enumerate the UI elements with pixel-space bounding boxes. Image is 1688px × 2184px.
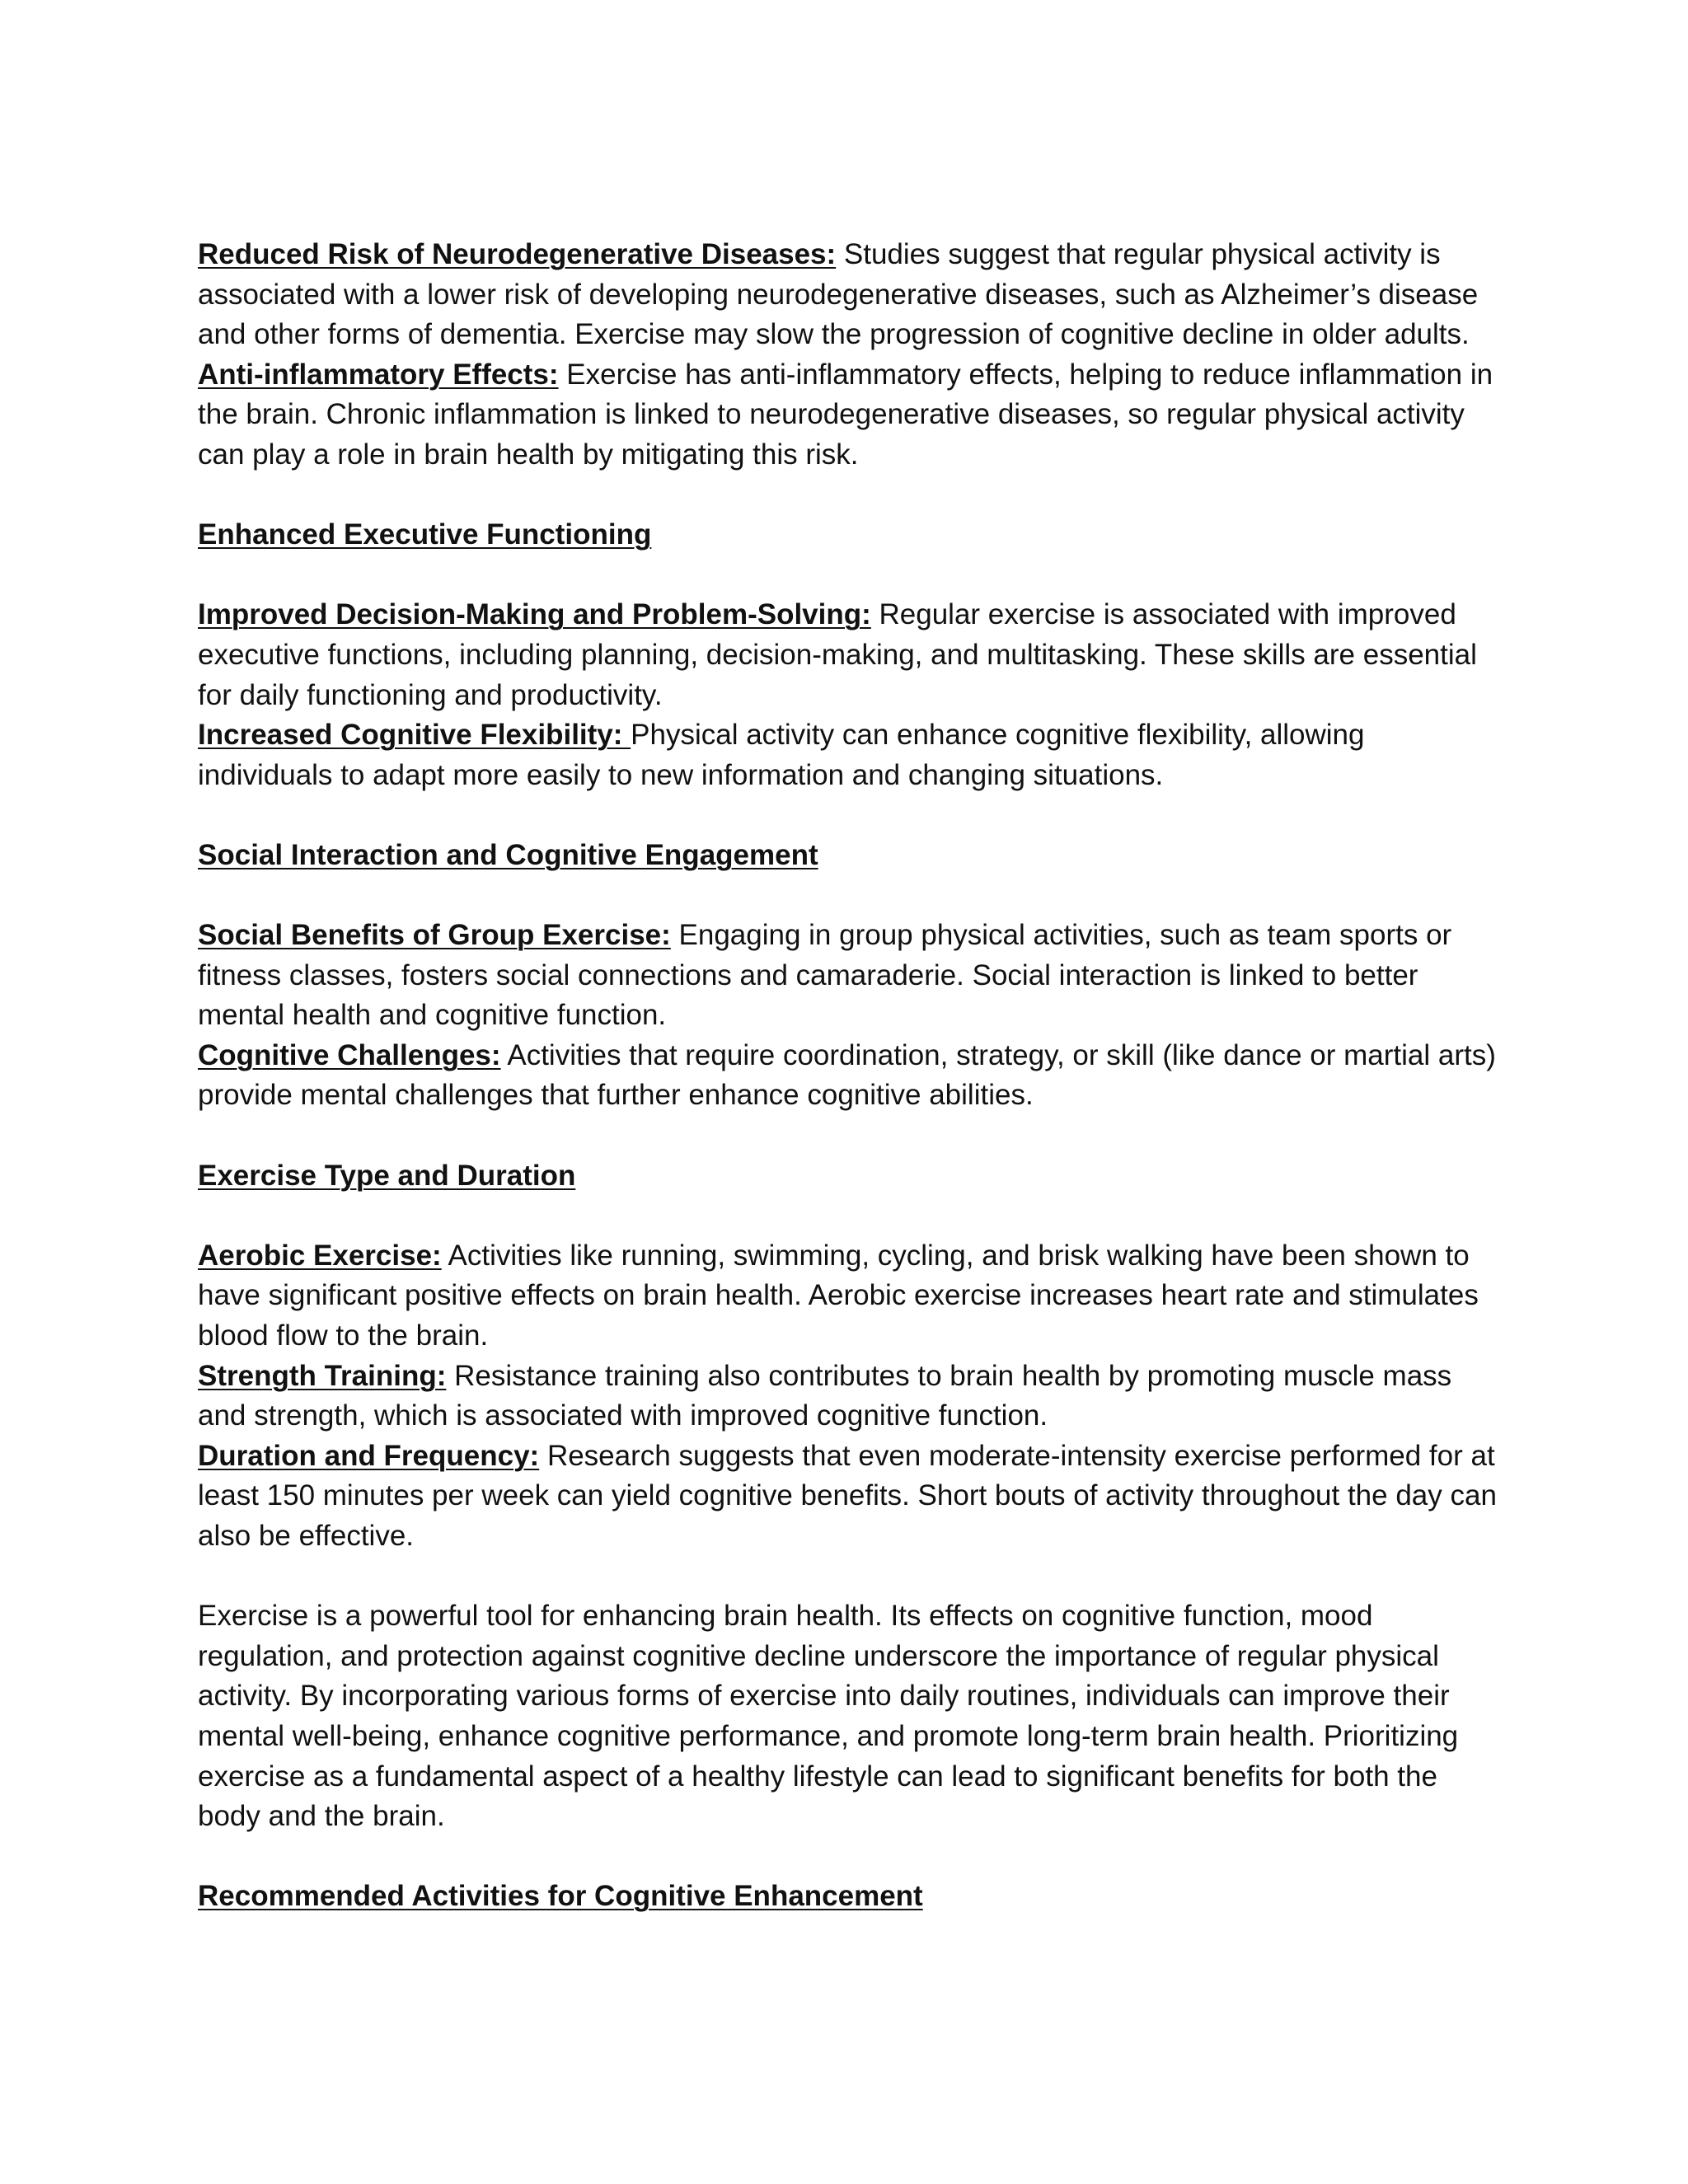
spacer xyxy=(198,1196,1500,1236)
paragraph-text: Engaging in group physical activities, such as team sports or fitness classes, fosters social connections and camaraderie. Social interaction is linked to better mental health and cognitive function. xyxy=(198,919,1452,1032)
term-cognitive-flexibility: Increased Cognitive Flexibility: xyxy=(198,719,631,752)
paragraph-conclusion: Exercise is a powerful tool for enhancing brain health. Its effects on cognitive function, mood regulation, and protection against cognitive decline underscore the importance of regular physical activity. By incorporating various forms of exercise into daily routines, individuals can improve their mental well-being, enhance cognitive performance, and promote long-term brain health. Prioritizing exercise as a fundamental aspect of a healthy lifestyle can lead to significant benefits for both the body and the brain. xyxy=(198,1600,1459,1833)
spacer xyxy=(198,1116,1500,1156)
term-anti-inflammatory: Anti-inflammatory Effects: xyxy=(198,358,559,391)
paragraph-aerobic-exercise xyxy=(198,1236,1500,1357)
paragraph-text: Resistance training also contributes to brain health by promoting muscle mass and strength, which is associated with improved cognitive function. xyxy=(198,1359,1452,1432)
paragraph-text: Activities that require coordination, strategy, or skill (like dance or martial arts) provide mental challenges that further enhance cognitive abilities. xyxy=(198,1038,1496,1112)
paragraph-text: Exercise has anti-inflammatory effects, helping to reduce inflammation in the brain. Chronic inflammation is linked to neurodegenerative diseases, so regular physical activity can play a role in brain health by mitigating this risk. xyxy=(198,358,1493,471)
term-cognitive-challenges: Cognitive Challenges: xyxy=(198,1038,501,1071)
term-duration-frequency: Duration and Frequency: xyxy=(198,1439,540,1472)
spacer xyxy=(198,555,1500,596)
section-heading-social-interaction: Social Interaction and Cognitive Engagement xyxy=(198,838,818,871)
paragraph-text: Activities like running, swimming, cycling, and brisk walking have been shown to have significant positive effects on brain health. Aerobic exercise increases heart rate and stimulates blood flow to the brain. xyxy=(198,1239,1479,1352)
section-heading-executive-functioning: Enhanced Executive Functioning xyxy=(198,518,652,551)
paragraph-text: Physical activity can enhance cognitive flexibility, allowing individuals to adapt more easily to new information and changing situations. xyxy=(198,719,1365,791)
paragraph-text: Research suggests that even moderate-intensity exercise performed for at least 150 minutes per week can yield cognitive benefits. Short bouts of activity throughout the day can also be effective. xyxy=(198,1439,1497,1552)
spacer xyxy=(198,1557,1500,1597)
paragraph-cognitive-flexibility xyxy=(198,715,1500,795)
paragraph-text: Regular exercise is associated with improved executive functions, including planning, decision-making, and multitasking. These skills are essential for daily functioning and productivity. xyxy=(198,598,1477,711)
section-heading-recommended-activities: Recommended Activities for Cognitive Enhancement xyxy=(198,1880,923,1913)
term-decision-making: Improved Decision-Making and Problem-Solving: xyxy=(198,598,871,631)
spacer xyxy=(198,795,1500,836)
spacer xyxy=(198,1837,1500,1877)
spacer xyxy=(198,476,1500,516)
paragraph-group-exercise xyxy=(198,916,1500,1036)
document-page xyxy=(198,235,1500,1917)
term-reduced-risk: Reduced Risk of Neurodegenerative Diseases: xyxy=(198,238,837,270)
paragraph-decision-making xyxy=(198,595,1500,715)
paragraph-strength-training xyxy=(198,1357,1500,1436)
paragraph-duration-frequency xyxy=(198,1436,1500,1557)
term-strength-training: Strength Training: xyxy=(198,1359,447,1392)
paragraph-anti-inflammatory xyxy=(198,355,1500,476)
paragraph-neurodegenerative-risk xyxy=(198,235,1500,355)
paragraph-cognitive-challenges xyxy=(198,1036,1500,1116)
term-aerobic-exercise: Aerobic Exercise: xyxy=(198,1239,442,1272)
section-heading-exercise-type: Exercise Type and Duration xyxy=(198,1159,576,1192)
spacer xyxy=(198,876,1500,916)
term-group-exercise: Social Benefits of Group Exercise: xyxy=(198,919,671,952)
paragraph-text: Studies suggest that regular physical activity is associated with a lower risk of developing neurodegenerative diseases, such as Alzheimer’s disease and other forms of dementia. Exercise may slow the progression of cognitive decline in older adults. xyxy=(198,238,1479,351)
